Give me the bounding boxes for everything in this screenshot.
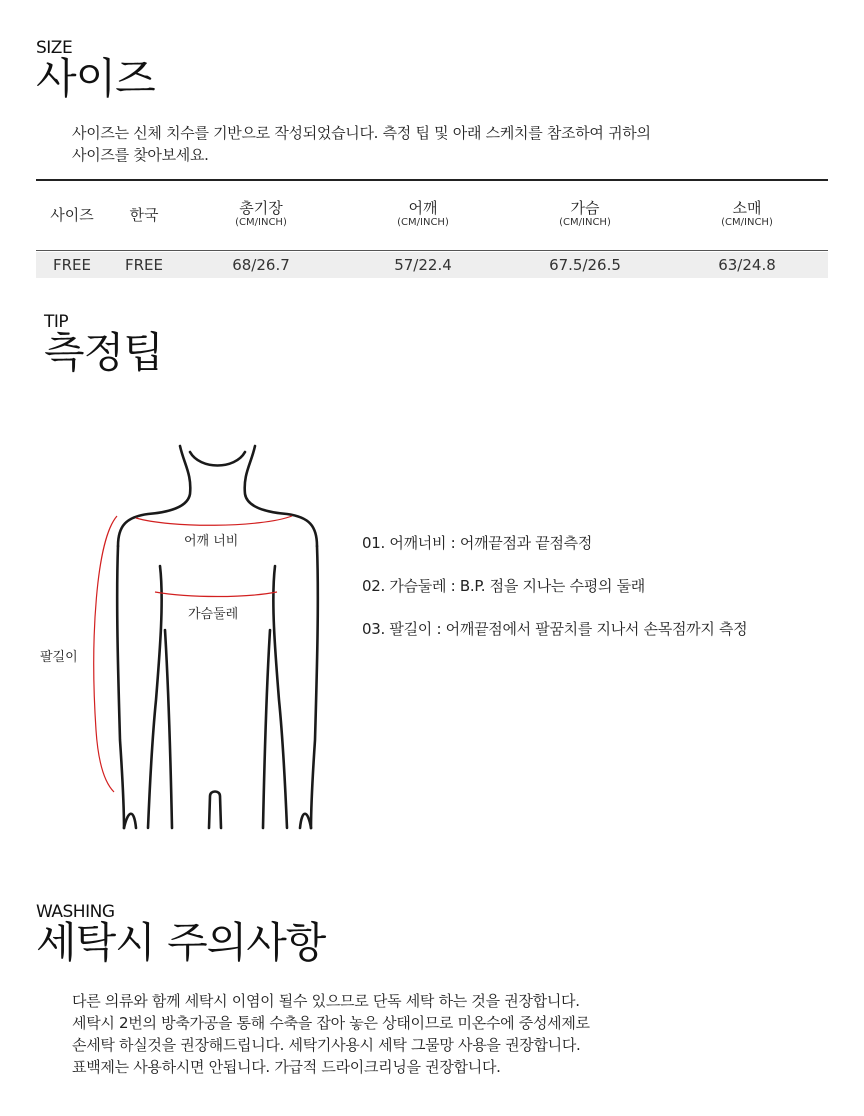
washing-line: 다른 의류와 함께 세탁시 이염이 될수 있으므로 단독 세탁 하는 것을 권장합니다. bbox=[72, 992, 580, 1010]
header-unit: (CM/INCH) bbox=[397, 217, 449, 228]
header-label: 사이즈 bbox=[50, 206, 94, 224]
header-label: 소매 bbox=[732, 199, 762, 217]
table-header-chest bbox=[504, 199, 666, 229]
body-outline-neckline bbox=[190, 452, 245, 466]
body-outline bbox=[117, 446, 318, 828]
table-row bbox=[36, 252, 828, 278]
header-label: 어깨 bbox=[408, 199, 438, 217]
table-header-sleeve bbox=[666, 199, 828, 229]
tip-item-shoulder: 01. 어깨너비 : 어깨끝점과 끝점측정 bbox=[362, 534, 593, 552]
measure-lines bbox=[94, 516, 292, 792]
washing-title: 세탁시 주의사항 bbox=[36, 918, 326, 967]
tip-title: 측정팁 bbox=[44, 328, 163, 377]
size-description-line-2: 사이즈를 찾아보세요. bbox=[72, 146, 209, 164]
washing-line: 손세탁 하실것을 권장해드립니다. 세탁기사용시 세탁 그물망 사용을 권장합니다. bbox=[72, 1036, 581, 1054]
tip-item-chest: 02. 가슴둘레 : B.P. 점을 지나는 수평의 둘래 bbox=[362, 577, 645, 595]
table-header-size bbox=[36, 206, 108, 224]
body-outline-left-shoulder bbox=[118, 446, 190, 546]
washing-line: 표백제는 사용하시면 안됩니다. 가급적 드라이크리닝을 권장합니다. bbox=[72, 1058, 501, 1076]
shoulder-measure-line bbox=[136, 516, 292, 525]
body-sketch-figure bbox=[0, 440, 340, 832]
header-label: 총기장 bbox=[239, 199, 283, 217]
table-cell: 67.5/26.5 bbox=[549, 256, 621, 274]
figure-label-shoulder: 어깨 너비 bbox=[184, 534, 239, 549]
body-outline-legs bbox=[209, 792, 221, 829]
body-outline-right-arm-inner bbox=[273, 566, 287, 828]
size-description-line-1: 사이즈는 신체 치수를 기반으로 작성되었습니다. 측정 팁 및 아래 스케치를 참조하여 귀하의 bbox=[72, 124, 651, 142]
washing-description bbox=[72, 990, 832, 1078]
body-outline-right-torso bbox=[263, 630, 270, 828]
body-outline-right-shoulder bbox=[245, 446, 317, 546]
figure-label-chest: 가슴둘레 bbox=[188, 607, 239, 622]
table-header-shoulder bbox=[342, 199, 504, 229]
body-outline-left-hand bbox=[124, 814, 136, 828]
body-outline-left-arm-outer bbox=[117, 546, 124, 828]
header-unit: (CM/INCH) bbox=[721, 217, 773, 228]
header-unit: (CM/INCH) bbox=[559, 217, 611, 228]
tip-label-en: TIP bbox=[44, 312, 69, 332]
header-unit: (CM/INCH) bbox=[235, 217, 287, 228]
body-outline-right-arm-outer bbox=[311, 546, 318, 828]
table-header-total-length bbox=[180, 199, 342, 229]
body-outline-right-hand bbox=[300, 814, 311, 828]
chest-measure-line bbox=[155, 592, 277, 597]
tip-item-arm: 03. 팔길이 : 어깨끝점에서 팔꿈치를 지나서 손목점까지 측정 bbox=[362, 620, 748, 638]
table-cell: FREE bbox=[124, 256, 163, 274]
body-outline-left-arm-inner bbox=[148, 566, 162, 828]
table-header-korea bbox=[108, 206, 180, 224]
table-header-rule bbox=[36, 250, 828, 251]
header-label: 가슴 bbox=[570, 199, 600, 217]
size-title: 사이즈 bbox=[36, 54, 155, 103]
figure-label-arm: 팔길이 bbox=[40, 650, 78, 665]
size-description bbox=[72, 122, 832, 166]
table-top-rule bbox=[36, 179, 828, 181]
header-label: 한국 bbox=[129, 206, 159, 224]
size-label-en: SIZE bbox=[36, 38, 73, 58]
table-cell: 63/24.8 bbox=[718, 256, 776, 274]
arm-measure-line bbox=[94, 516, 117, 792]
table-cell: 68/26.7 bbox=[232, 256, 290, 274]
table-cell: FREE bbox=[52, 256, 91, 274]
body-outline-left-torso bbox=[165, 630, 172, 828]
washing-label-en: WASHING bbox=[36, 902, 115, 922]
table-cell: 57/22.4 bbox=[394, 256, 452, 274]
washing-line: 세탁시 2번의 방축가공을 통해 수축을 잡아 놓은 상태이므로 미온수에 중성세제로 bbox=[72, 1014, 590, 1032]
